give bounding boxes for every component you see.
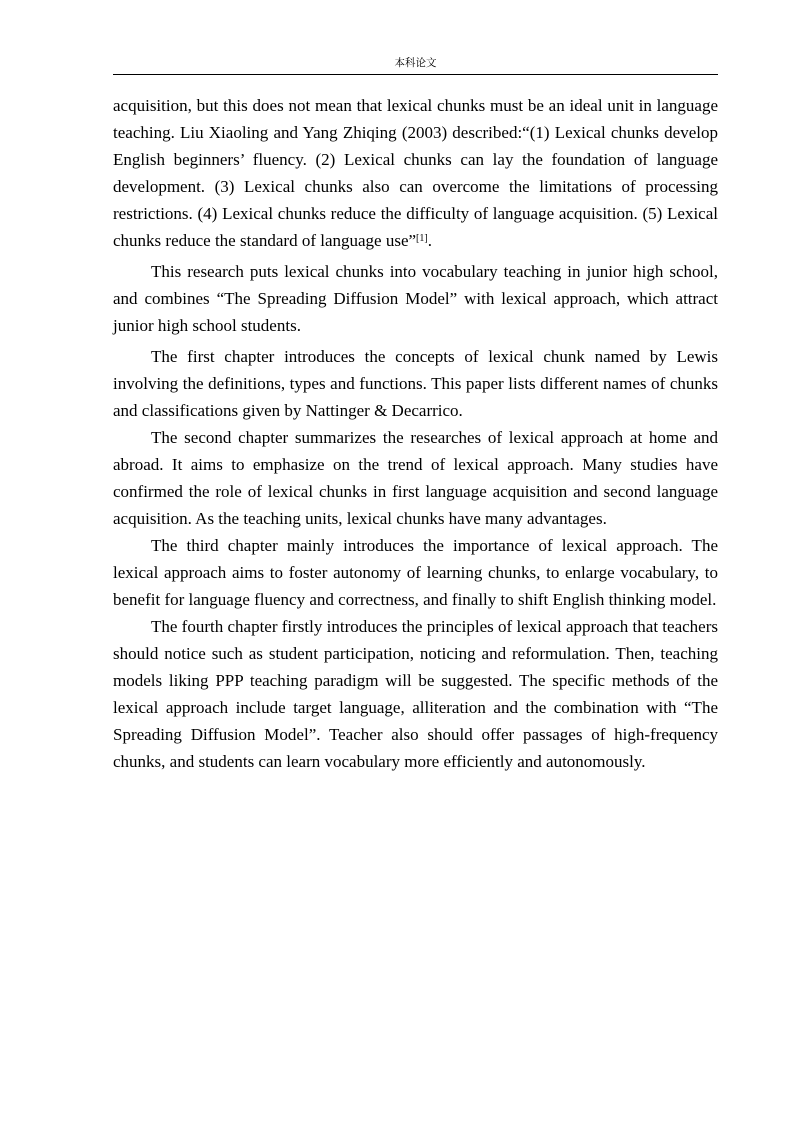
header-title: 本科论文 xyxy=(394,57,437,69)
paragraph-research-overview: This research puts lexical chunks into vocabulary teaching in junior high school, and combines “The Spreading Diffusion Model” with lexical approach, which attract junior high school students. xyxy=(113,262,718,335)
paragraph-text: acquisition, but this does not mean that lexical chunks must be an ideal unit in language teaching. Liu Xiaoling and Yang Zhiqing (2003) described:“(1) Lexical chunks develop English beginners’ fluency. (2) Lexical chunks can lay the foundation of language development. (3) Lexical chunks also can overcome the limitations of processing restrictions. (4) Lexical chunks reduce the difficulty of language acquisition. (5) Lexical chunks reduce the standard of language use” xyxy=(113,96,718,250)
paragraph-chapter-two: The second chapter summarizes the researches of lexical approach at home and abroad. It aims to emphasize on the trend of lexical approach. Many studies have confirmed the role of lexical chunks in first language acquisition and second language acquisition. As the teaching units, lexical chunks have many advantages. xyxy=(113,428,718,528)
paragraph-chapter-four: The fourth chapter firstly introduces the principles of lexical approach that teachers should notice such as student participation, noticing and reformulation. Then, teaching models liking PPP teaching paradigm will be suggested. The specific methods of the lexical approach include target language, alliteration and the combination with “The Spreading Diffusion Model”. Teacher also should offer passages of high-frequency chunks, and students can learn vocabulary more efficiently and autonomously. xyxy=(113,617,718,771)
paragraph-continuation xyxy=(113,92,718,254)
body-text xyxy=(113,92,718,775)
paragraph-chapter-three: The third chapter mainly introduces the importance of lexical approach. The lexical approach aims to foster autonomy of learning chunks, to enlarge vocabulary, to benefit for language fluency and correctness, and finally to shift English thinking model. xyxy=(113,536,718,609)
paragraph-chapter-one: The first chapter introduces the concepts of lexical chunk named by Lewis involving the definitions, types and functions. This paper lists different names of chunks and classifications given by Nattinger & Decarrico. xyxy=(113,347,718,420)
paragraph-end-punctuation: . xyxy=(427,231,432,250)
citation-marker: [1] xyxy=(416,233,428,244)
page-header xyxy=(113,54,718,75)
